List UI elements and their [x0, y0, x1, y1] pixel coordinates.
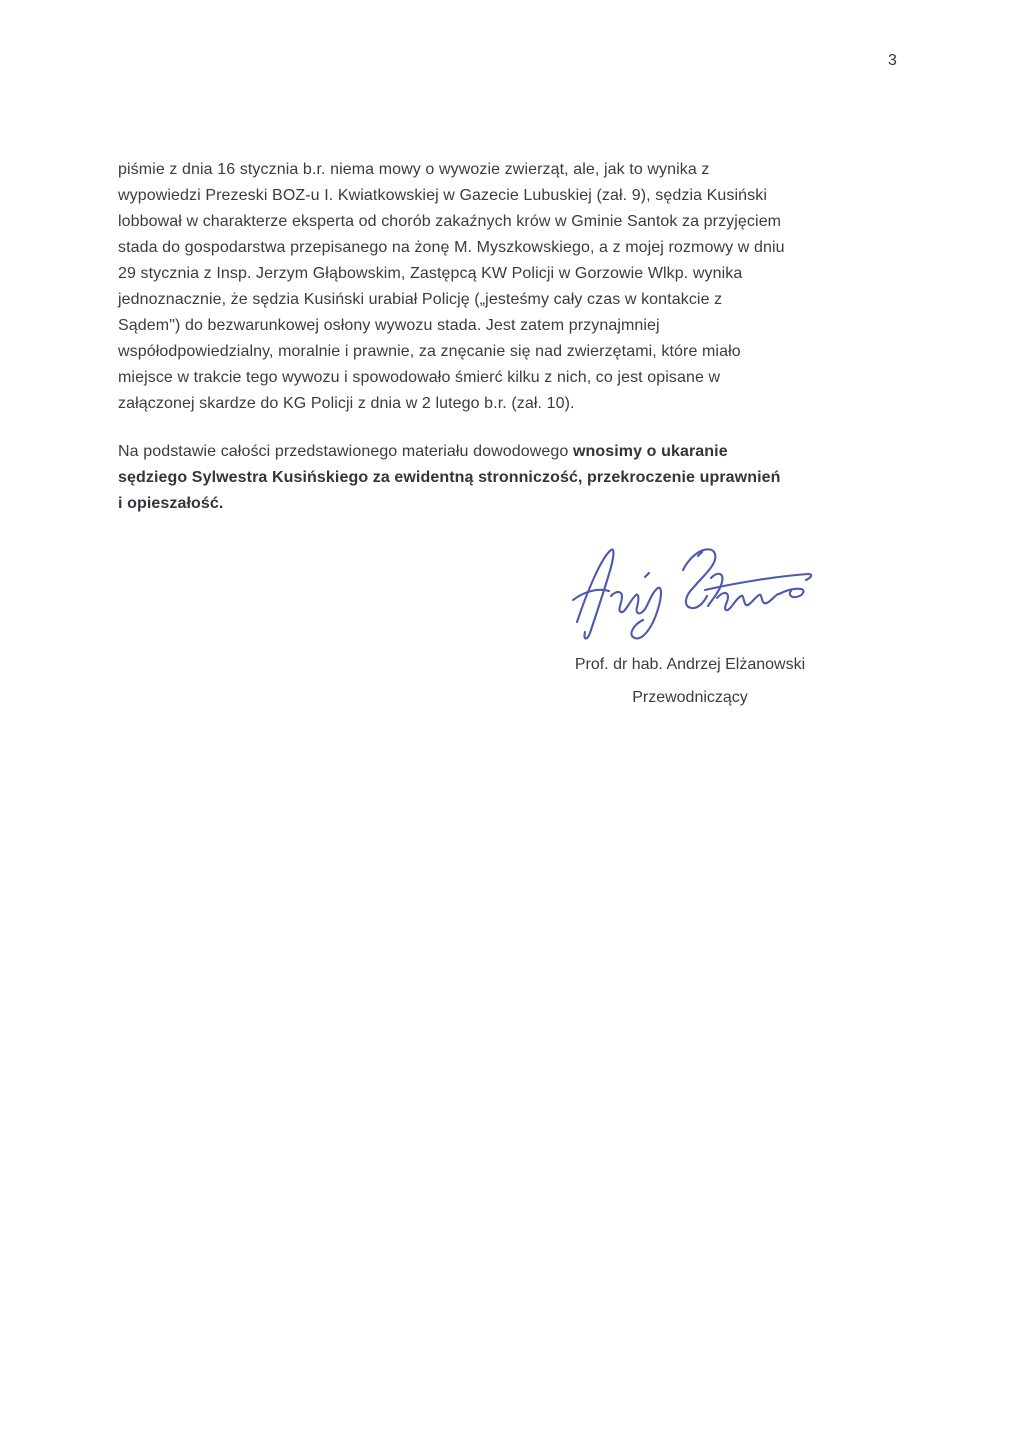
text-line: załączonej skardze do KG Policji z dnia w 2 lutego b.r. (zał. 10).: [118, 395, 575, 412]
text-line: 29 stycznia z Insp. Jerzym Głąbowskim, Zastępcą KW Policji w Gorzowie Wlkp. wynika: [118, 265, 743, 282]
text-line: sędziego Sylwestra Kusińskiego za ewidentną stronniczość, przekroczenie uprawnień: [118, 469, 781, 486]
text-line: [118, 439, 781, 465]
signatory-title: Przewodniczący: [632, 689, 748, 706]
handwritten-signature-icon: [565, 536, 815, 644]
text-line: miejsce w trakcie tego wywozu i spowodowało śmierć kilku z nich, co jest opisane w: [118, 369, 721, 386]
text-line: współodpowiedzialny, moralnie i prawnie, za znęcanie się nad zwierzętami, które miało: [118, 343, 741, 360]
body-paragraph-1: [118, 157, 785, 417]
closing-paragraph: [118, 439, 781, 517]
page-number: 3: [888, 52, 897, 69]
signatory-name: Prof. dr hab. Andrzej Elżanowski: [574, 656, 806, 673]
closing-bold-text: wnosimy o ukaranie: [572, 443, 728, 460]
signature-block: [470, 536, 910, 714]
closing-normal-text: Na podstawie całości przedstawionego materiału dowodowego: [118, 443, 573, 460]
text-line: Sądem") do bezwarunkowej osłony wywozu stada. Jest zatem przynajmniej: [118, 317, 660, 334]
text-line: lobbował w charakterze eksperta od chorób zakaźnych krów w Gminie Santok za przyjęciem: [118, 213, 782, 230]
text-line: jednoznacznie, że sędzia Kusiński urabiał Policję („jesteśmy cały czas w kontakcie z: [118, 291, 723, 308]
text-line: i opieszałość.: [118, 495, 224, 512]
text-line: piśmie z dnia 16 stycznia b.r. niema mowy o wywozie zwierząt, ale, jak to wynika z: [118, 161, 710, 178]
text-line: wypowiedzi Prezeski BOZ-u I. Kwiatkowskiej w Gazecie Lubuskiej (zał. 9), sędzia Kusiński: [118, 187, 768, 204]
text-line: stada do gospodarstwa przepisanego na żonę M. Myszkowskiego, a z mojej rozmowy w dniu: [118, 239, 785, 256]
